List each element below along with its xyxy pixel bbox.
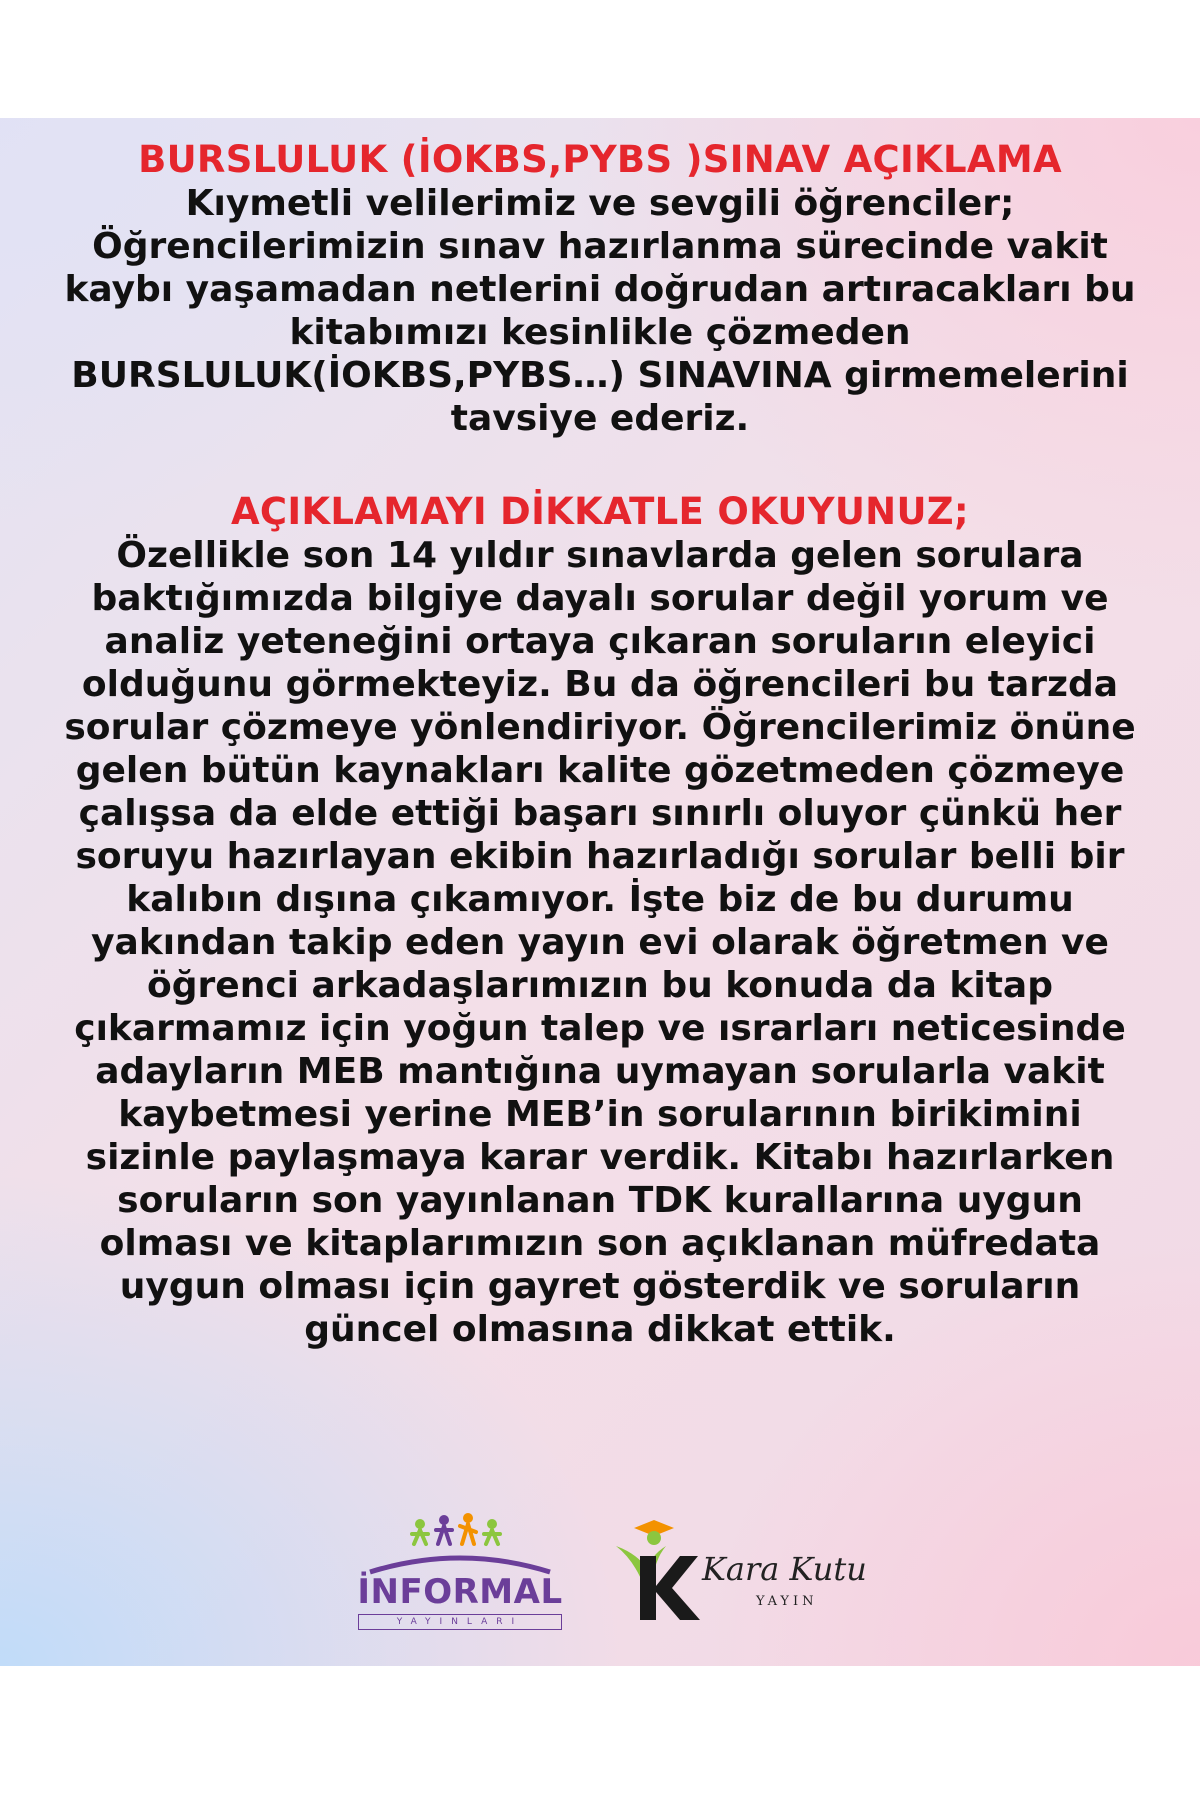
body-line: soruyu hazırlayan ekibin hazırladığı sorular belli bir (75, 836, 1125, 877)
section-heading: AÇIKLAMAYI DİKKATLE OKUYUNUZ; (230, 490, 970, 533)
announcement-poster (0, 118, 1200, 1666)
body-line: öğrenci arkadaşlarımızın bu konuda da kitap (147, 965, 1053, 1006)
intro-paragraph (50, 182, 1150, 440)
body-line: Özellikle son 14 yıldır sınavlarda gelen sorulara (116, 535, 1084, 576)
body-line: kalıbın dışına çıkamıyor. İşte biz de bu durumu (126, 879, 1074, 920)
body-line: kaybetmesi yerine MEB’in sorularının birikimini (118, 1094, 1082, 1135)
intro-line: Öğrencilerimizin sınav hazırlanma sürecinde vakit (92, 226, 1108, 267)
karakutu-logo (610, 1516, 910, 1626)
head-shape (647, 1531, 661, 1545)
figure-4 (484, 1519, 500, 1544)
body-line: uygun olması için gayret gösterdik ve soruların (119, 1266, 1081, 1307)
intro-line: Kıymetli velilerimiz ve sevgili öğrenciler; (185, 183, 1015, 224)
graduate-k-icon (610, 1516, 702, 1626)
body-paragraph (50, 534, 1150, 1351)
intro-line: kaybı yaşamadan netlerini doğrudan artıracakları bu (64, 269, 1136, 310)
k-letter-shape (640, 1556, 700, 1620)
body-line: analiz yeteneğini ortaya çıkaran soruların eleyici (104, 621, 1096, 662)
publisher-logos (0, 1510, 1200, 1770)
intro-line: tavsiye ederiz. (450, 398, 750, 439)
karakutu-name: Kara Kutu (702, 1550, 867, 1588)
body-line: adayların MEB mantığına uymayan sorularla vakit (95, 1051, 1105, 1092)
body-line: güncel olmasına dikkat ettik. (304, 1309, 896, 1350)
intro-line: kitabımızı kesinlikle çözmeden (289, 312, 911, 353)
body-line: sizinle paylaşmaya karar verdik. Kitabı hazırlarken (85, 1137, 1115, 1178)
people-icon (350, 1510, 570, 1580)
body-line: olduğunu görmekteyiz. Bu da öğrencileri bu tarzda (81, 664, 1119, 705)
intro-line: BURSLULUK(İOKBS,PYBS…) SINAVINA girmemelerini (71, 355, 1129, 396)
body-line: soruların son yayınlanan TDK kurallarına uygun (117, 1180, 1083, 1221)
arc-swoosh (370, 1558, 550, 1572)
figure-3 (460, 1513, 476, 1544)
body-line: olması ve kitaplarımızın son açıklanan müfredata (99, 1223, 1101, 1264)
body-line: çıkarmamız için yoğun talep ve ısrarları neticesinde (74, 1008, 1126, 1049)
body-line: çalışsa da elde ettiği başarı sınırlı oluyor çünkü her (78, 793, 1122, 834)
informal-name: İNFORMAL (357, 1572, 563, 1612)
figure-2 (436, 1515, 452, 1544)
page-title: BURSLULUK (İOKBS,PYBS )SINAV AÇIKLAMA (138, 138, 1062, 181)
informal-sub: YAYINLARI (358, 1614, 562, 1630)
section-spacer (50, 440, 1150, 490)
body-line: sorular çözmeye yönlendiriyor. Öğrencilerimiz önüne (64, 707, 1136, 748)
body-line: yakından takip eden yayın evi olarak öğretmen ve (91, 922, 1109, 963)
karakutu-sub: YAYIN (756, 1594, 818, 1609)
informal-logo (350, 1510, 570, 1634)
body-line: gelen bütün kaynakları kalite gözetmeden çözmeye (75, 750, 1125, 791)
body-line: baktığımızda bilgiye dayalı sorular değil yorum ve (91, 578, 1109, 619)
figure-1 (412, 1519, 428, 1544)
announcement-content (50, 138, 1150, 1351)
